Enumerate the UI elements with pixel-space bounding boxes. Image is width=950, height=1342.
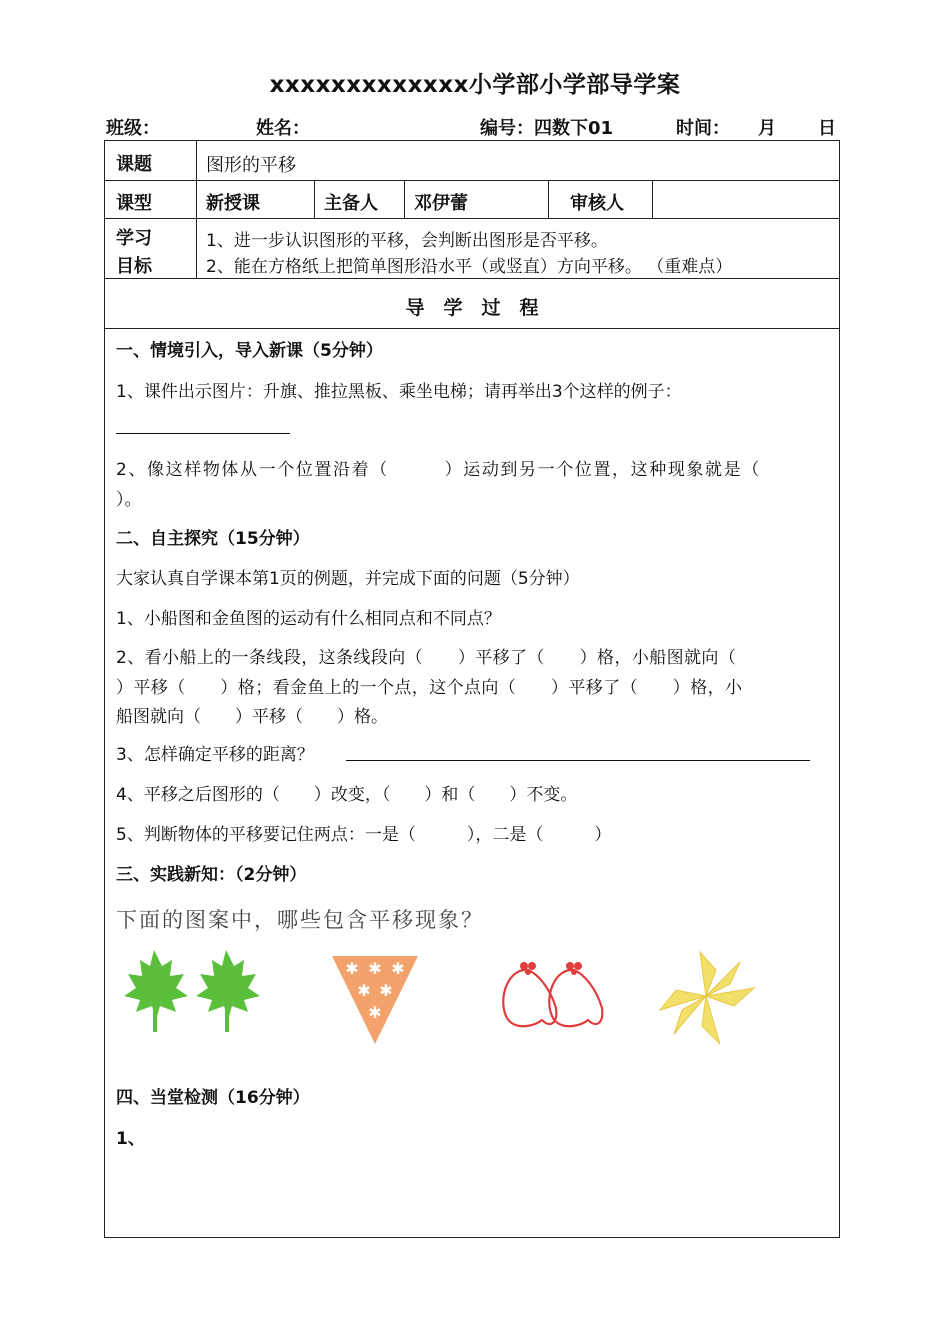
topic-label: 课题	[116, 154, 152, 175]
answer-line[interactable]	[116, 433, 290, 434]
table-divider	[104, 328, 840, 329]
preparer-value: 邓伊蕾	[414, 193, 468, 214]
question: 2、看小船上的一条线段，这条线段向（ ）平移了（ ）格，小船图就向（	[116, 648, 737, 668]
class-label: 班级：	[106, 118, 160, 139]
hearts-figure	[498, 958, 606, 1034]
svg-text:✱: ✱	[357, 981, 371, 1000]
table-divider	[196, 140, 197, 278]
page-title: xxxxxxxxxxxxx小学部小学部导学案	[269, 72, 681, 98]
topic-value: 图形的平移	[206, 155, 296, 176]
goal-item: 2、能在方格纸上把简单图形沿水平（或竖直）方向平移。 （重难点）	[206, 257, 733, 277]
svg-text:✱: ✱	[368, 1003, 382, 1022]
svg-text:✱: ✱	[345, 959, 359, 978]
month-label: 月	[758, 118, 776, 139]
maple-leaves-figure	[118, 946, 264, 1038]
table-divider	[548, 180, 549, 218]
question: ）平移（ ）格；看金鱼上的一个点，这个点向（ ）平移了（ ）格，小	[116, 678, 743, 698]
question: 5、判断物体的平移要记住两点：一是（ ），二是（ ）	[116, 825, 612, 845]
section-title: 三、实践新知：（2分钟）	[116, 865, 307, 885]
svg-text:✱: ✱	[368, 959, 382, 978]
table-divider	[104, 218, 840, 219]
goals-label: 学习	[116, 228, 152, 249]
pinwheel-figure	[656, 950, 758, 1048]
star-triangle-figure	[330, 952, 420, 1046]
answer-line[interactable]	[346, 760, 810, 761]
question: 1、	[116, 1129, 145, 1149]
section-title: 四、当堂检测（16分钟）	[116, 1088, 310, 1108]
question: 1、课件出示图片：升旗、推拉黑板、乘坐电梯；请再举出3个这样的例子：	[116, 382, 682, 402]
exercise-prompt: 下面的图案中，哪些包含平移现象？	[116, 908, 484, 932]
instruction: 大家认真自学课本第1页的例题，并完成下面的问题（5分钟）	[116, 569, 580, 589]
table-divider	[314, 180, 315, 218]
goals-label: 目标	[116, 256, 152, 277]
preparer-label: 主备人	[324, 193, 378, 214]
goal-item: 1、进一步认识图形的平移，会判断出图形是否平移。	[206, 231, 608, 251]
name-label: 姓名：	[256, 118, 310, 139]
reviewer-label: 审核人	[570, 193, 624, 214]
table-divider	[404, 180, 405, 218]
section-title: 一、情境引入，导入新课（5分钟）	[116, 341, 383, 361]
question: 3、怎样确定平移的距离？	[116, 745, 314, 765]
table-divider	[104, 180, 840, 181]
process-header: 导 学 过 程	[405, 297, 539, 319]
time-label: 时间：	[676, 118, 730, 139]
table-divider	[652, 180, 653, 218]
code-label: 编号：四数下01	[480, 118, 614, 139]
maple-leaf-icon	[196, 950, 260, 1032]
svg-text:✱: ✱	[391, 959, 405, 978]
type-value: 新授课	[206, 193, 260, 214]
section-title: 二、自主探究（15分钟）	[116, 529, 310, 549]
question: 4、平移之后图形的（ ）改变，（ ）和（ ）不变。	[116, 785, 578, 805]
type-label: 课型	[116, 193, 152, 214]
question: 船图就向（ ）平移（ ）格。	[116, 707, 388, 727]
table-divider	[104, 278, 840, 279]
question: 2、像这样物体从一个位置沿着（ ）运动到另一个位置，这种现象就是（	[116, 460, 761, 480]
maple-leaf-icon	[124, 950, 188, 1032]
day-label: 日	[818, 118, 836, 139]
svg-text:✱: ✱	[379, 981, 393, 1000]
question: ）。	[116, 490, 142, 510]
question: 1、小船图和金鱼图的运动有什么相同点和不同点？	[116, 609, 501, 629]
